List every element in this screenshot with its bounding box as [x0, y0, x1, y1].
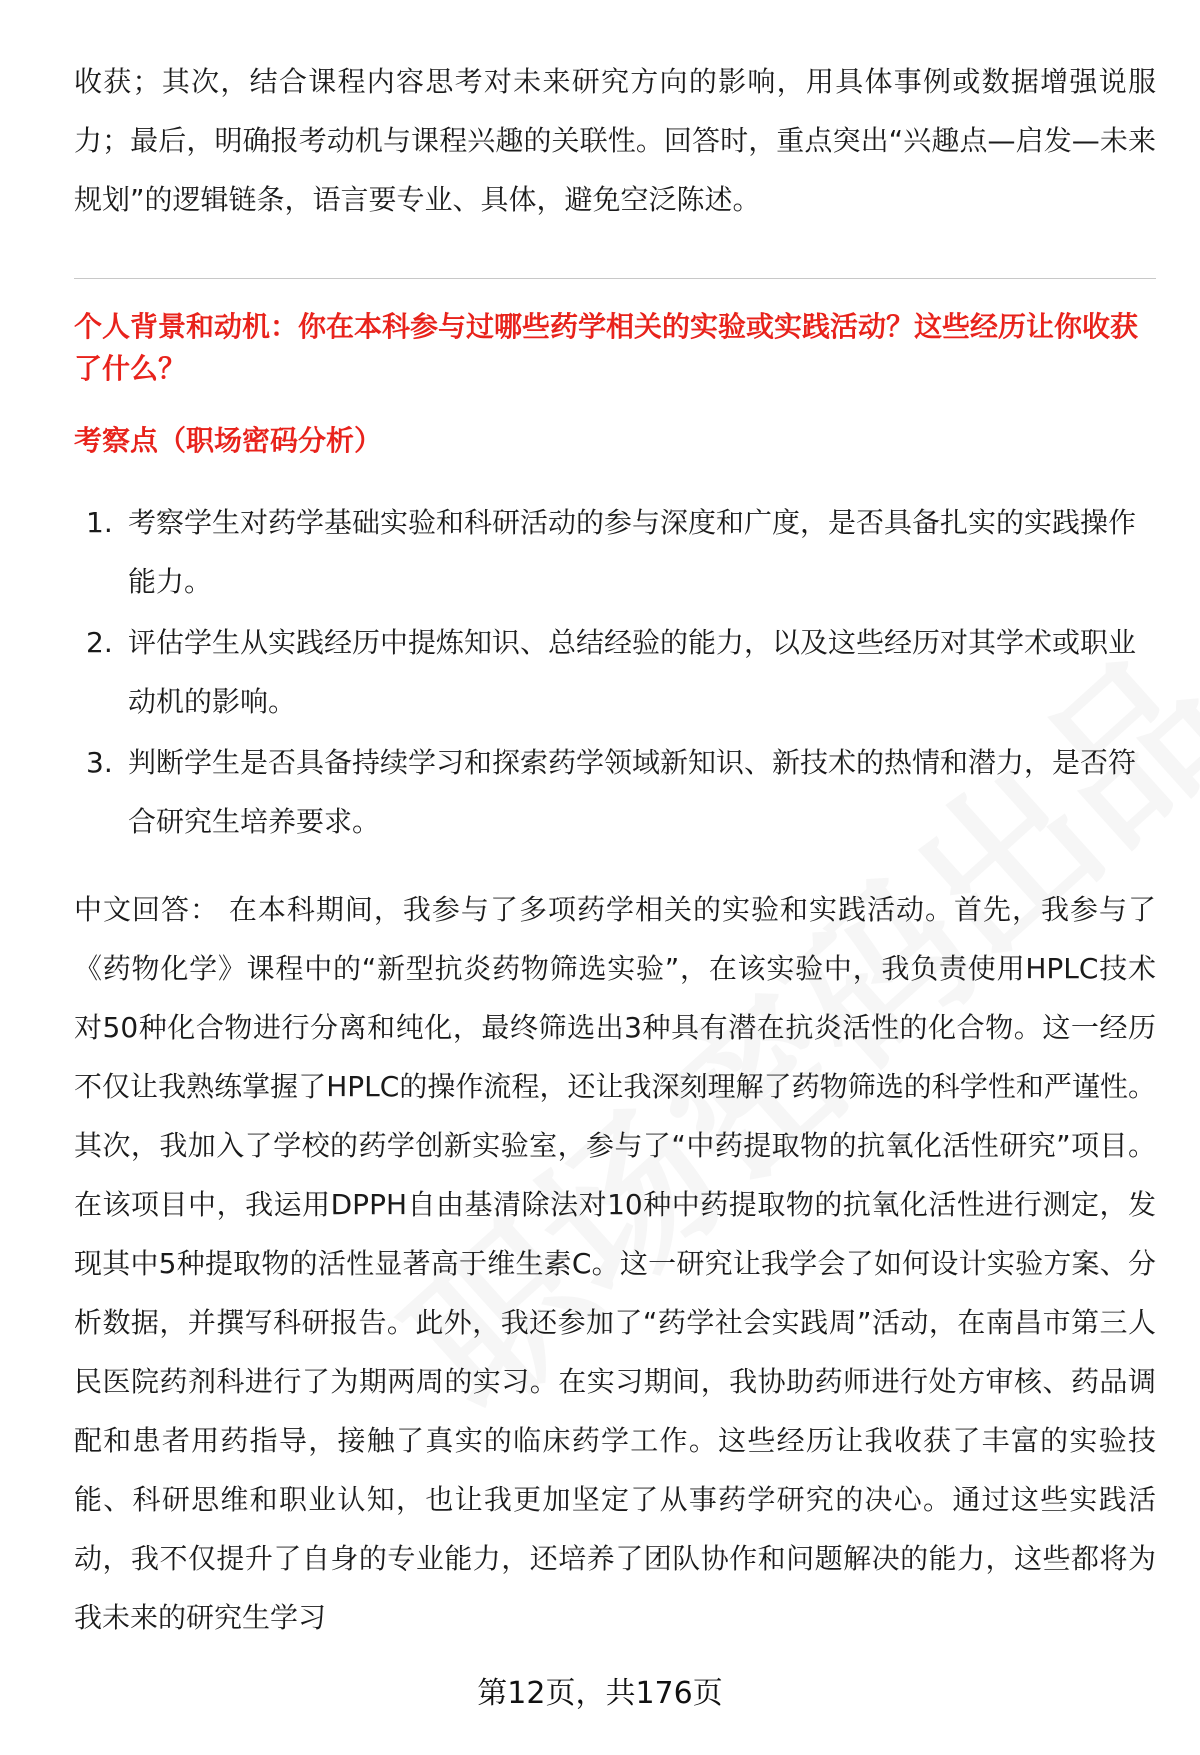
- list-item-text: 评估学生从实践经历中提炼知识、总结经验的能力，以及这些经历对其学术或职业动机的影响。: [128, 626, 1137, 718]
- list-item-text: 考察学生对药学基础实验和科研活动的参与深度和广度，是否具备扎实的实践操作能力。: [128, 506, 1137, 598]
- question-title: 个人背景和动机：你在本科参与过哪些药学相关的实验或实践活动？这些经历让你收获了什么？: [74, 310, 1139, 385]
- list-item: [74, 733, 1156, 851]
- list-item-number: 1.: [86, 506, 113, 539]
- section-heading: 考察点（职场密码分析）: [74, 424, 383, 457]
- list-item: [74, 493, 1156, 611]
- list-item-number: 2.: [86, 626, 113, 659]
- page-number: 第12页，共176页: [477, 1676, 723, 1711]
- list-item-text: 判断学生是否具备持续学习和探索药学领域新知识、新技术的热情和潜力，是否符合研究生培养要求。: [128, 746, 1137, 838]
- intro-paragraph: 收获；其次，结合课程内容思考对未来研究方向的影响，用具体事例或数据增强说服力；最后，明确报考动机与课程兴趣的关联性。回答时，重点突出“兴趣点—启发—未来规划”的逻辑链条，语言要专业、具体，避免空泛陈述。: [74, 65, 1156, 216]
- assessment-points-list: [74, 493, 1156, 853]
- section-divider: [74, 278, 1156, 279]
- list-item-number: 3.: [86, 746, 113, 779]
- answer-paragraph: 中文回答： 在本科期间，我参与了多项药学相关的实验和实践活动。首先，我参与了《药物化学》课程中的“新型抗炎药物筛选实验”，在该实验中，我负责使用HPLC技术对50种化合物进行分离和纯化，最终筛选出3种具有潜在抗炎活性的化合物。这一经历不仅让我熟练掌握了HPLC的操作流程，还让我深刻理解了药物筛选的科学性和严谨性。其次，我加入了学校的药学创新实验室，参与了“中药提取物的抗氧化活性研究”项目。在该项目中，我运用DPPH自由基清除法对10种中药提取物的抗氧化活性进行测定，发现其中5种提取物的活性显著高于维生素C。这一研究让我学会了如何设计实验方案、分析数据，并撰写科研报告。此外，我还参加了“药学社会实践周”活动，在南昌市第三人民医院药剂科进行了为期两周的实习。在实习期间，我协助药师进行处方审核、药品调配和患者用药指导，接触了真实的临床药学工作。这些经历让我收获了丰富的实验技能、科研思维和职业认知，也让我更加坚定了从事药学研究的决心。通过这些实践活动，我不仅提升了自身的专业能力，还培养了团队协作和问题解决的能力，这些都将为我未来的研究生学习: [74, 893, 1156, 1634]
- list-item: [74, 613, 1156, 731]
